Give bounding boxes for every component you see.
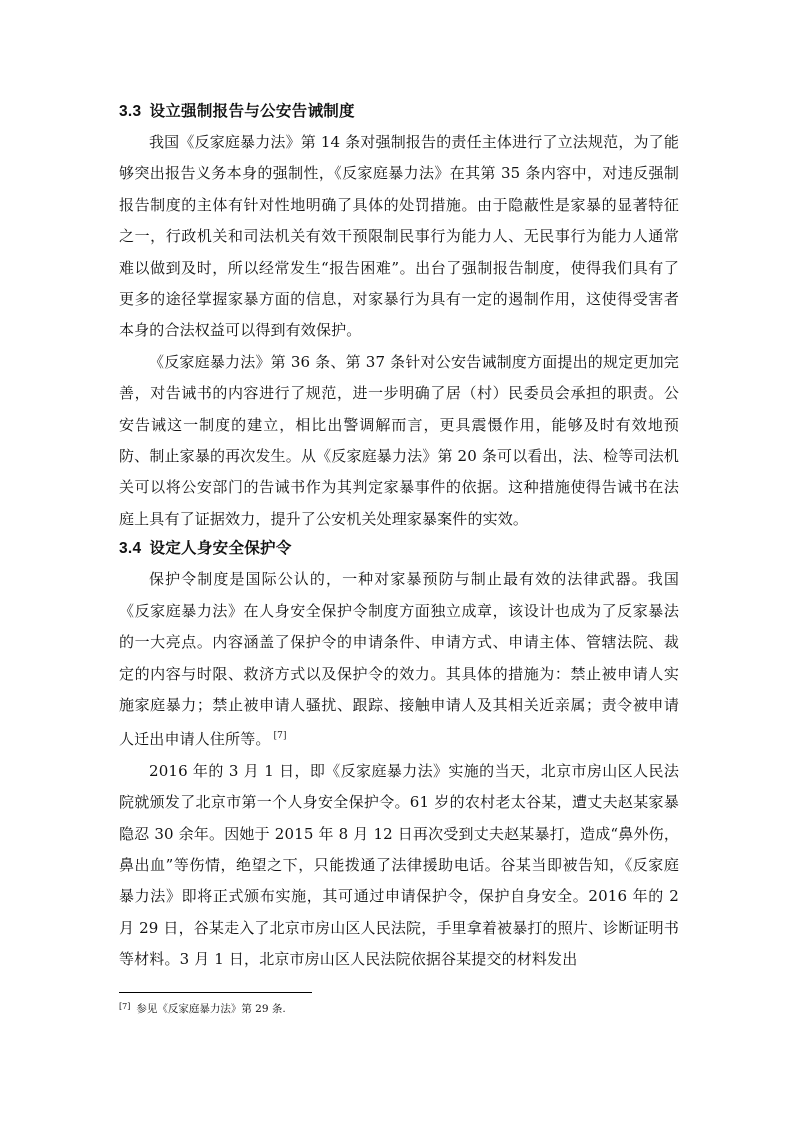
footnote-marker: [7] <box>119 1002 131 1011</box>
section-heading-3-4 <box>119 535 679 563</box>
section-title: 设定人身安全保护令 <box>149 540 292 558</box>
footnote <box>119 1000 679 1016</box>
section-heading-3-3 <box>119 98 679 126</box>
section-title: 设立强制报告与公安告诫制度 <box>149 103 355 120</box>
paragraph-text: 保护令制度是国际公认的，一种对家暴预防与制止最有效的法律武器。我国《反家庭暴力法》在人身安全保护令制度方面独立成章，该设计也成为了反家暴法的一大亮点。内容涵盖了保护令的申请条件、申请方式、申请主体、管辖法院、裁定的内容与时限、救济方式以及保护令的效力。其具体的措施为：禁止被申请人实施家庭暴力；禁止被申请人骚扰、跟踪、接触申请人及其相关近亲属；责令被申请人迁出申请人住所等。 <box>119 570 679 749</box>
paragraph-police-warning: 《反家庭暴力法》第 36 条、第 37 条针对公安告诫制度方面提出的规定更加完善，对告诫书的内容进行了规范，进一步明确了居（村）民委员会承担的职责。公安告诫这一制度的建立，相比出警调解而言，更具震慑作用，能够及时有效地预防、制止家暴的再次发生。从《反家庭暴力法》第 20 条可以看出，法、检等司法机关可以将公安部门的告诫书作为其判定家暴事件的依据。这种措施使得告诫书在法庭上具有了证据效力，提升了公安机关处理家暴案件的实效。 <box>119 352 679 528</box>
paragraph-mandatory-report: 我国《反家庭暴力法》第 14 条对强制报告的责任主体进行了立法规范，为了能够突出报告义务本身的强制性，《反家庭暴力法》在其第 35 条内容中，对违反强制报告制度的主体有针对性地明确了具体的处罚措施。由于隐蔽性是家暴的显著特征之一，行政机关和司法机关有效干预限制民事行为能力人、无民事行为能力人通常难以做到及时，所以经常发生“报告困难”。出台了强制报告制度，使得我们具有了更多的途径掌握家暴方面的信息，对家暴行为具有一定的遏制作用，这使得受害者本身的合法权益可以得到有效保护。 <box>119 133 679 340</box>
footnote-divider <box>119 992 312 993</box>
paragraph-case-example: 2016 年的 3 月 1 日，即《反家庭暴力法》实施的当天，北京市房山区人民法院就颁发了北京市第一个人身安全保护令。61 岁的农村老太谷某，遭丈夫赵某家暴隐忍 30 余年。因她于 2015 年 8 月 12 日再次受到丈夫赵某暴打，造成“鼻外伤，鼻出血”等伤情，绝望之下，只能拨通了法律援助电话。谷某当即被告知，《反家庭暴力法》即将正式颁布实施，其可通过申请保护令，保护自身安全。2016 年的 2 月 29 日，谷某走入了北京市房山区人民法院，手里拿着被暴打的照片、诊断证明书等材料。3 月 1 日，北京市房山区人民法院依据谷某提交的材料发出 <box>119 761 679 969</box>
footnote-text: 参见《反家庭暴力法》第 29 条. <box>136 1003 286 1015</box>
paragraph-protection-order <box>119 564 679 755</box>
citation-marker: [7] <box>273 731 287 742</box>
section-number: 3.4 <box>119 540 142 558</box>
section-number: 3.3 <box>119 103 142 120</box>
document-body <box>119 98 679 976</box>
